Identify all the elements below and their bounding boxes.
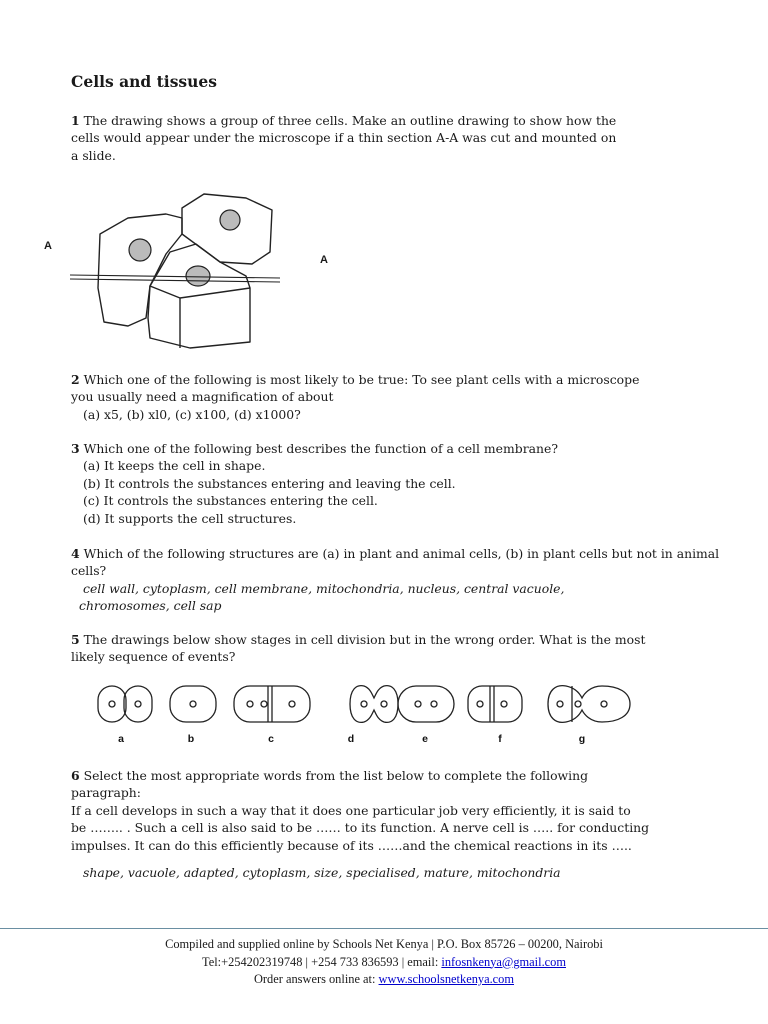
stage-g-cells	[548, 686, 630, 723]
stage-label-e: e	[422, 733, 428, 745]
nucleus	[186, 266, 210, 286]
page-title: Cells and tissues	[71, 72, 218, 91]
stage-label-f: f	[498, 733, 502, 745]
website-link[interactable]: www.schoolsnetkenya.com	[378, 972, 515, 986]
question-text-line: cells would appear under the microscope if a thin section A-A was cut and mounted on	[71, 130, 617, 146]
cell-outline	[98, 214, 182, 326]
question-text-line: cells?	[71, 563, 107, 579]
stage-label-d: d	[347, 733, 355, 745]
question-text: Which one of the following best describes the function of a cell membrane?	[83, 441, 558, 456]
three-cells-drawing	[70, 178, 282, 350]
cell-division-stages	[92, 676, 638, 748]
question-number: 3	[71, 441, 80, 456]
question-4	[71, 545, 751, 615]
footer-line-1: Compiled and supplied online by Schools Net Kenya | P.O. Box 85726 – 00200, Nairobi	[165, 937, 603, 951]
question-text-line: paragraph:	[71, 785, 141, 801]
answer-options: (a) x5, (b) xl0, (c) x100, (d) x1000?	[83, 406, 301, 422]
question-number: 4	[71, 546, 80, 561]
answer-option: (b) It controls the substances entering and leaving the cell.	[83, 475, 456, 491]
stage-label-g: g	[578, 733, 586, 745]
nucleus	[220, 210, 240, 230]
structure-list-line: cell wall, cytoplasm, cell membrane, mitochondria, nucleus, central vacuole,	[83, 580, 565, 596]
footer	[0, 936, 768, 989]
footer-line-2	[0, 954, 768, 972]
footer-phone: Tel:+254202319748 | +254 733 836593 | email:	[202, 954, 442, 969]
question-text-line: you usually need a magnification of about	[71, 389, 334, 405]
stage-a-cells	[98, 686, 152, 722]
question-5	[71, 631, 711, 666]
answer-option: (d) It supports the cell structures.	[83, 510, 297, 526]
nucleus	[129, 239, 151, 261]
section-line	[70, 275, 280, 278]
stage-b-cell	[170, 686, 216, 722]
answer-option: (a) It keeps the cell in shape.	[83, 458, 266, 474]
structure-list-line: chromosomes, cell sap	[79, 598, 222, 614]
question-1	[71, 112, 711, 164]
question-number: 1	[71, 113, 80, 128]
stage-f-cells	[468, 686, 522, 722]
question-number: 5	[71, 632, 80, 647]
stage-c-cells	[234, 686, 310, 722]
question-text-line: Which one of the following is most likely to be true: To see plant cells with a microscope	[83, 372, 640, 387]
question-text-line: impulses. It can do this efficiently because of its ……and the chemical reactions in its …..	[71, 837, 632, 853]
question-text-line: Select the most appropriate words from the list below to complete the following	[83, 768, 589, 783]
question-2	[71, 371, 711, 423]
stage-label-a: a	[118, 733, 124, 745]
stage-e-cell	[398, 686, 454, 722]
question-3	[71, 440, 711, 527]
footer-order-text: Order answers online at:	[253, 972, 379, 986]
question-6	[71, 767, 731, 881]
question-text-line: likely sequence of events?	[71, 649, 236, 665]
footer-divider	[0, 928, 768, 929]
question-text-line: be …….. . Such a cell is also said to be …… to its function. A nerve cell is ….. for conducting	[71, 820, 650, 836]
question-number: 2	[71, 372, 80, 387]
question-text-line: a slide.	[71, 147, 116, 163]
question-number: 6	[71, 768, 80, 783]
section-label-right: A	[320, 254, 328, 266]
section-line	[70, 279, 280, 282]
question-text-line: Which of the following structures are (a) in plant and animal cells, (b) in plant cells but not in animal	[83, 546, 720, 561]
stage-d-cell	[350, 686, 398, 723]
question-text-line: The drawings below show stages in cell division but in the wrong order. What is the most	[83, 632, 646, 647]
footer-line-3	[0, 971, 768, 989]
word-list: shape, vacuole, adapted, cytoplasm, size, specialised, mature, mitochondria	[83, 865, 561, 881]
question-text-line: If a cell develops in such a way that it does one particular job very efficiently, it is said to	[71, 802, 631, 818]
email-link[interactable]: infosnkenya@gmail.com	[441, 954, 566, 969]
question-text-line: The drawing shows a group of three cells. Make an outline drawing to show how the	[83, 113, 617, 128]
section-label-left: A	[44, 240, 52, 252]
stage-label-b: b	[187, 733, 195, 745]
stage-label-c: c	[268, 733, 274, 745]
answer-option: (c) It controls the substances entering the cell.	[83, 493, 378, 509]
